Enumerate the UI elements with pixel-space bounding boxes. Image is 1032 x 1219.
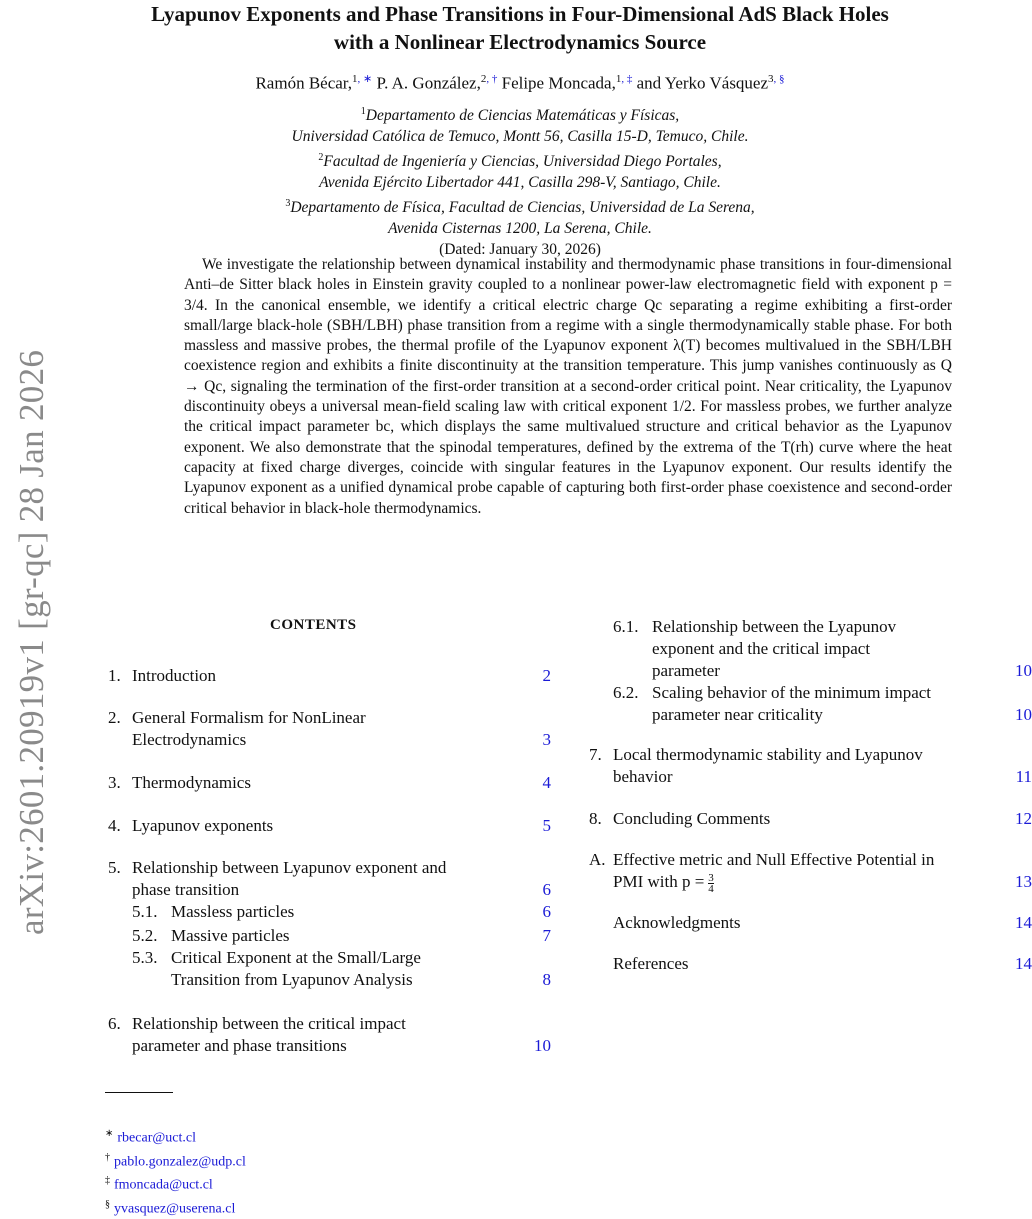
contents-entry-label: Local thermodynamic stability and Lyapunov: [613, 745, 923, 764]
contents-entry[interactable]: [589, 808, 1032, 830]
contents-entry[interactable]: [589, 912, 1032, 934]
contents-page-link[interactable]: 7: [542, 926, 551, 945]
contents-entry-label: parameter near criticality: [652, 705, 823, 724]
contents-entry[interactable]: [589, 953, 1032, 975]
contents-page-link[interactable]: 12: [1015, 809, 1032, 828]
contents-entry-label: Critical Exponent at the Small/Large: [171, 948, 421, 967]
title-line-2: with a Nonlinear Electrodynamics Source: [333, 30, 707, 54]
contents-entry[interactable]: [589, 849, 1032, 893]
contents-entry[interactable]: [108, 901, 551, 923]
contents-entry-number: 8.: [589, 809, 602, 828]
contents-entry-label: Relationship between the critical impact: [132, 1014, 406, 1033]
contents-page-link[interactable]: 10: [1015, 661, 1032, 680]
contents-entry[interactable]: [589, 744, 1032, 788]
contents-page-link[interactable]: 10: [1015, 705, 1032, 724]
contents-entry-label: Transition from Lyapunov Analysis: [171, 970, 413, 989]
fraction-three-quarters: $\frac{3}{4}$: [708, 871, 714, 895]
author: Felipe Moncada,: [501, 73, 616, 93]
author: P. A. González,: [376, 73, 481, 93]
author-affiliation-number: 1: [615, 73, 622, 85]
paper-title: [100, 0, 940, 56]
contents-entry-number: A.: [589, 850, 606, 869]
contents-entry-label: General Formalism for NonLinear: [132, 708, 366, 727]
contents-entry-label: Concluding Comments: [613, 809, 771, 828]
footnote: † pablo.gonzalez@udp.cl: [105, 1151, 246, 1170]
contents-entry-number: 5.1.: [132, 902, 158, 921]
author: and Yerko Vásquez: [636, 73, 769, 93]
contents-entry[interactable]: [108, 815, 551, 837]
author-email-link[interactable]: ∗: [363, 73, 373, 85]
author-email-link[interactable]: §: [779, 73, 785, 85]
contents-page-link[interactable]: 14: [1015, 954, 1032, 973]
contents-entry-number: 5.: [108, 858, 121, 877]
contents-entry-label: Scaling behavior of the minimum impact: [652, 683, 932, 702]
contents-entry[interactable]: [108, 772, 551, 794]
footnote-email-link[interactable]: pablo.gonzalez@udp.cl: [114, 1154, 246, 1170]
contents-entry-label: parameter and phase transitions: [132, 1036, 347, 1055]
contents-entry-label: exponent and the critical impact: [652, 639, 871, 658]
contents-entry[interactable]: [108, 925, 551, 947]
footnote: ‡ fmoncada@uct.cl: [105, 1175, 213, 1193]
contents-entry-label: Thermodynamics: [132, 773, 251, 792]
contents-entry-label: parameter: [652, 661, 720, 680]
footnote-rule: [105, 1092, 173, 1093]
author-affiliation-number: 2: [480, 73, 487, 85]
contents-entry-label: phase transition: [132, 880, 240, 899]
contents-entry-number: 6.: [108, 1014, 121, 1033]
contents-entry-label: Electrodynamics: [132, 730, 247, 749]
contents-page-link[interactable]: 10: [534, 1036, 551, 1055]
author-affiliation-number: 3: [768, 73, 774, 85]
affiliation-line: Universidad Católica de Temuco, Montt 56, Casilla 15-D, Temuco, Chile.: [291, 128, 749, 146]
contents-entry-label: behavior: [613, 767, 673, 786]
contents-entry-number: 5.2.: [132, 926, 158, 945]
contents-entry[interactable]: [589, 616, 1032, 682]
contents-entry-label: References: [613, 954, 689, 973]
contents-entry-label: Acknowledgments: [613, 913, 741, 932]
contents-page-link[interactable]: 6: [542, 902, 551, 921]
author-list: Ramón Bécar,$^{1, ∗}$ P. A. González,$^{2, \dagger}$ Felipe Moncada,$^{1, \ddagger}$ and Yerko Vásquez$^{3, \S}$: [255, 73, 785, 93]
contents-page-link[interactable]: 5: [542, 816, 551, 835]
affiliation-line: Avenida Cisternas 1200, La Serena, Chile.: [388, 220, 652, 238]
arxiv-side-stamp: arXiv:2601.20919v1 [gr-qc] 28 Jan 2026: [12, 349, 51, 935]
contents-entry[interactable]: [108, 665, 551, 687]
contents-entry-number: 5.3.: [132, 948, 158, 967]
author-email-link[interactable]: ‡: [626, 73, 633, 85]
affiliation-line: $^1$Departamento de Ciencias Matemáticas y Físicas,: [360, 106, 680, 125]
contents-page-link[interactable]: 6: [542, 880, 551, 899]
affiliation-line: Avenida Ejército Libertador 441, Casilla 298-V, Santiago, Chile.: [319, 174, 721, 192]
contents-page-link[interactable]: 13: [1015, 872, 1032, 891]
contents-entry-label: Relationship between the Lyapunov: [652, 617, 897, 636]
contents-page-link[interactable]: 11: [1015, 767, 1032, 786]
contents-entry[interactable]: [108, 707, 551, 751]
contents-heading: CONTENTS: [270, 617, 357, 633]
contents-page-link[interactable]: 8: [542, 970, 551, 989]
affiliation-line: $^3$Departamento de Física, Facultad de Ciencias, Universidad de La Serena,: [285, 198, 755, 217]
contents-entry[interactable]: [108, 947, 551, 991]
contents-entry-number: 6.2.: [613, 683, 639, 702]
affiliations: [100, 101, 940, 260]
contents-entry-label: Lyapunov exponents: [132, 816, 274, 835]
contents-page-link[interactable]: 4: [542, 773, 551, 792]
contents-entry-label: PMI with p = $\frac{3}{4}$: [613, 871, 714, 895]
footnote: ∗ rbecar@uct.cl: [105, 1128, 196, 1146]
author-affiliation-number: 1: [352, 73, 358, 85]
contents-page-link[interactable]: 14: [1015, 913, 1032, 932]
author: Ramón Bécar,: [255, 73, 353, 93]
footnote-email-link[interactable]: fmoncada@uct.cl: [114, 1177, 213, 1193]
abstract: We investigate the relationship between dynamical instability and thermodynamic phase transitions in four-dimensional Anti–de Sitter black holes in Einstein gravity coupled to a nonlinear power-law electromagnetic field with exponent p = 3/4. In the canonical ensemble, we identify a critical electric charge Qc separating a regime exhibiting a first-order small/large black-hole (SBH/LBH) phase transition from a regime with a single thermodynamically stable phase. For both massless and massive probes, the thermal profile of the Lyapunov exponent λ(T) becomes multivalued in the SBH/LBH coexistence region and exhibits a finite discontinuity at the transition temperature. This jump vanishes continuously as Q → Qc, signaling the termination of the first-order transition at a second-order critical point. Near criticality, the Lyapunov discontinuity obeys a universal mean-field scaling law with critical exponent 1/2. For massless probes, we further analyze the critical impact parameter bc, which displays the same multivalued structure and critical behavior as the Lyapunov exponent. We also demonstrate that the spinodal temperatures, defined by the extrema of the T(rh) curve where the heat capacity at fixed charge diverges, coincide with singular features in the Lyapunov exponent. Our results identify the Lyapunov exponent as a unified dynamical probe capable of capturing both first-order phase coexistence and second-order critical behavior in black-hole thermodynamics.: [184, 256, 952, 517]
footnote-email-link[interactable]: yvasquez@userena.cl: [114, 1201, 236, 1217]
contents-entry-label: Massless particles: [171, 902, 295, 921]
contents-entry[interactable]: [108, 857, 551, 901]
contents-entry-number: 7.: [589, 745, 602, 764]
affiliation-line: $^2$Facultad de Ingeniería y Ciencias, Universidad Diego Portales,: [318, 152, 722, 171]
author-email-link[interactable]: †: [491, 73, 498, 85]
footnote: § yvasquez@userena.cl: [105, 1198, 236, 1217]
title-line-1: Lyapunov Exponents and Phase Transitions in Four-Dimensional AdS Black Holes: [151, 2, 889, 26]
footnotes: [105, 1124, 246, 1219]
dated-line: (Dated: January 30, 2026): [439, 241, 601, 259]
contents-entry-label: Introduction: [132, 666, 217, 685]
contents-entry-label: Massive particles: [171, 926, 290, 945]
footnote-email-link[interactable]: rbecar@uct.cl: [117, 1130, 196, 1146]
contents-entry-number: 3.: [108, 773, 121, 792]
contents-entry-number: 1.: [108, 666, 121, 685]
contents-entry[interactable]: [589, 682, 1032, 726]
contents-entry-number: 2.: [108, 708, 121, 727]
contents-page-link[interactable]: 3: [542, 730, 551, 749]
contents-page-link[interactable]: 2: [542, 666, 551, 685]
contents-entry-label: Effective metric and Null Effective Potential in: [613, 850, 935, 869]
contents-entry-number: 4.: [108, 816, 121, 835]
contents-entry-number: 6.1.: [613, 617, 639, 636]
contents-entry[interactable]: [108, 1013, 551, 1057]
contents-entry-label: Relationship between Lyapunov exponent and: [132, 858, 447, 877]
